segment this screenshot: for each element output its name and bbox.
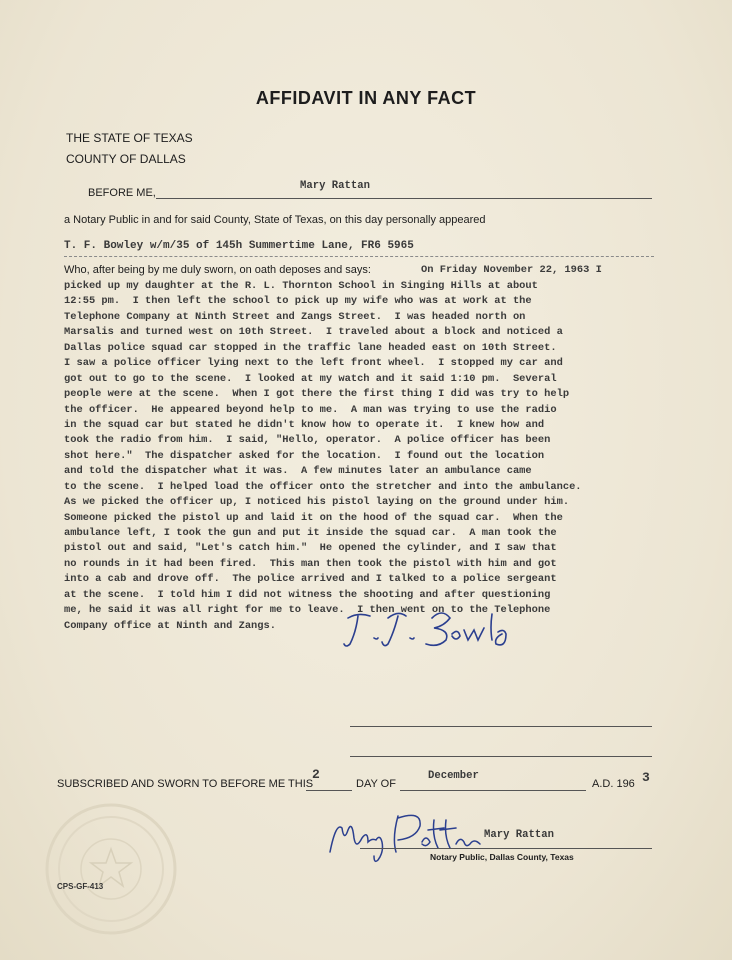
jurat-day-rule bbox=[306, 790, 352, 791]
statement-line: shot here." The dispatcher asked for the location. I found out the location bbox=[64, 449, 545, 462]
statement-line: me, he said it was all right for me to leave. I then went on to the Telephone bbox=[64, 604, 551, 617]
statement-line: to the scene. I helped load the officer onto the stretcher and into the ambulance. bbox=[64, 480, 582, 493]
witness-rule-2 bbox=[350, 756, 652, 757]
state-line: THE STATE OF TEXAS bbox=[66, 131, 193, 145]
affiant-name: T. F. Bowley w/m/35 of 145h Summertime Lane, FR6 5965 bbox=[64, 240, 414, 252]
statement-line: Telephone Company at Ninth Street and Zangs Street. I was headed north on bbox=[64, 310, 526, 323]
statement-line: Marsalis and turned west on 10th Street. I traveled about a block and noticed a bbox=[64, 326, 563, 339]
jurat-year-digit: 3 bbox=[642, 770, 650, 785]
statement-line: As we picked the officer up, I noticed his pistol laying on the ground under him. bbox=[64, 496, 570, 509]
notary-typed-name: Mary Rattan bbox=[484, 829, 554, 841]
statement-line: took the radio from him. I said, "Hello, operator. A police officer has been bbox=[64, 434, 551, 447]
jurat-day: 2 bbox=[312, 767, 320, 782]
statement-line: in the squad car but stated he didn't know how to operate it. I knew how and bbox=[64, 418, 545, 431]
statement-line: Dallas police squad car stopped in the traffic lane headed east on 10th Street. bbox=[64, 341, 557, 354]
jurat-day-of: DAY OF bbox=[356, 778, 396, 790]
jurat-month-rule bbox=[400, 790, 586, 791]
statement-line: ambulance left, I took the gun and put it inside the squad car. A man took the bbox=[64, 527, 557, 539]
statement-line: got out to go to the scene. I looked at my watch and it said 1:10 pm. Several bbox=[64, 372, 557, 385]
statement-line: the officer. He appeared beyond help to me. A man was trying to use the radio bbox=[64, 403, 557, 416]
statement-line: people were at the scene. When I got there the first thing I did was try to help bbox=[64, 388, 570, 401]
statement-body-main bbox=[64, 279, 700, 634]
county-line: COUNTY OF DALLAS bbox=[66, 152, 186, 166]
affiant-signature bbox=[340, 604, 530, 652]
statement-line: pistol out and said, "Let's catch him." He opened the cylinder, and I saw that bbox=[64, 542, 557, 555]
before-me-name: Mary Rattan bbox=[300, 180, 370, 192]
witness-rule-1 bbox=[350, 726, 652, 727]
statement-line: I saw a police officer lying next to the left front wheel. I stopped my car and bbox=[64, 357, 563, 370]
oath-text: Who, after being by me duly sworn, on oath deposes and says: bbox=[64, 264, 371, 276]
affiant-rule bbox=[64, 256, 654, 257]
form-number: CPS-GF-413 bbox=[57, 882, 104, 891]
statement-line: Company office at Ninth and Zangs. bbox=[64, 619, 277, 632]
before-me-label: BEFORE ME, bbox=[88, 187, 156, 199]
notary-seal bbox=[42, 800, 180, 938]
statement-line: Someone picked the pistol up and laid it on the hood of the squad car. When the bbox=[64, 511, 563, 524]
statement-line: at the scene. I told him I did not witness the shooting and after questioning bbox=[64, 588, 551, 601]
statement-line: On Friday November 22, 1963 I bbox=[421, 264, 602, 276]
statement-line: and told the dispatcher what it was. A few minutes later an ambulance came bbox=[64, 465, 532, 478]
notary-appearance-text: a Notary Public in and for said County, State of Texas, on this day personally appeared bbox=[64, 214, 486, 226]
statement-line: 12:55 pm. I then left the school to pick up my wife who was at work at the bbox=[64, 295, 532, 308]
statement-line: no rounds in it had been fired. This man then took the pistol with him and got bbox=[64, 557, 557, 570]
document-title: AFFIDAVIT IN ANY FACT bbox=[255, 88, 477, 108]
jurat-label: SUBSCRIBED AND SWORN TO BEFORE ME THIS bbox=[57, 778, 314, 790]
statement-line: into a cab and drove off. The police arrived and I talked to a police sergeant bbox=[64, 573, 557, 586]
notary-signature-rule bbox=[360, 848, 652, 849]
jurat-ad: A.D. 196 bbox=[592, 778, 635, 790]
notary-title: Notary Public, Dallas County, Texas bbox=[430, 852, 574, 862]
statement-line: picked up my daughter at the R. L. Thornton School in Singing Hills at about bbox=[64, 280, 538, 292]
jurat-month: December bbox=[428, 770, 479, 782]
before-me-rule bbox=[156, 198, 652, 199]
